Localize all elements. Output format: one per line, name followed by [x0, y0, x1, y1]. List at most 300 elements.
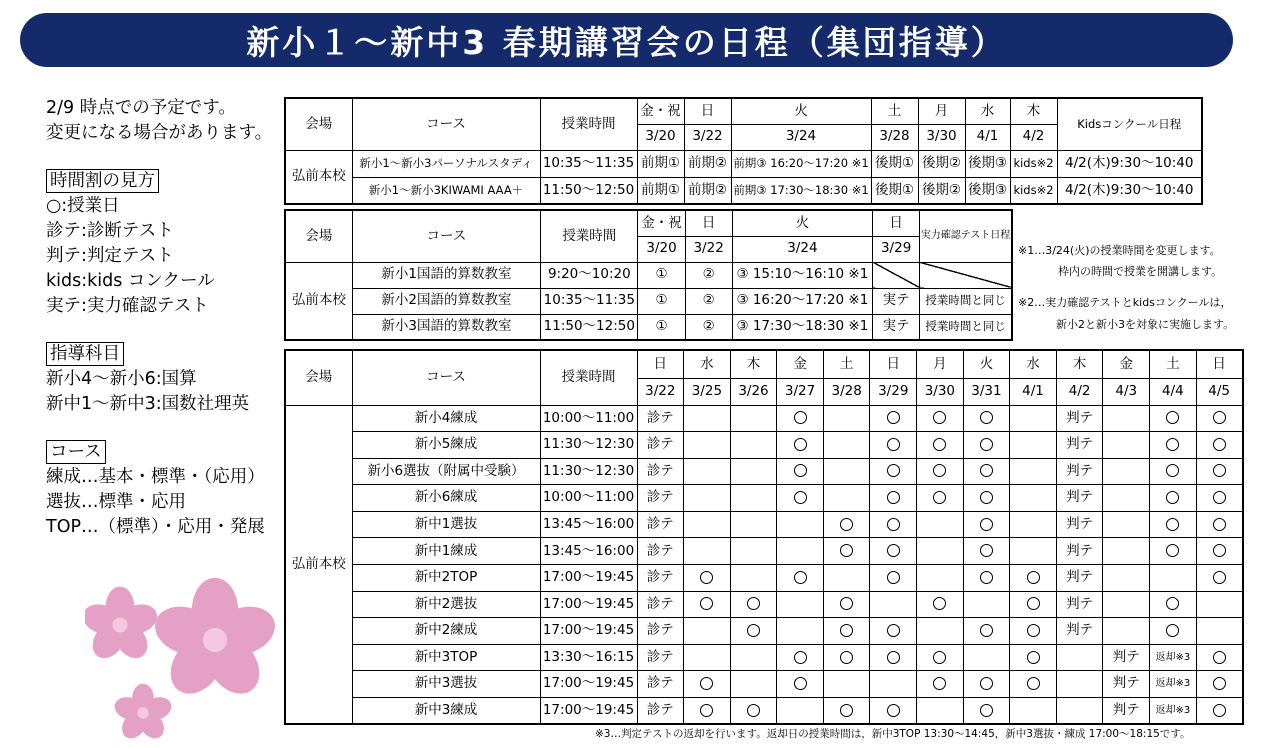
- intro-line: 変更になる場合があります。: [46, 123, 273, 143]
- class-day-circle-icon: [700, 571, 713, 584]
- course-cell: 新中1練成: [352, 538, 540, 565]
- time-header: 授業時間: [541, 210, 638, 262]
- class-day-circle-icon: [700, 677, 713, 690]
- class-day-circle-icon: [1213, 464, 1226, 477]
- courses-item: 選抜…標準・応用: [46, 492, 186, 512]
- class-day-cell: [870, 538, 917, 565]
- schedule-cell: [684, 538, 731, 565]
- time-header: 授業時間: [540, 98, 637, 150]
- schedule-cell: 判テ: [1056, 538, 1103, 565]
- schedule-cell: [684, 432, 731, 459]
- class-day-cell: [1010, 565, 1057, 592]
- table-row: [285, 405, 1243, 432]
- schedule-cell: 判テ: [1103, 671, 1150, 698]
- class-day-cell: [870, 511, 917, 538]
- class-day-cell: [823, 644, 870, 671]
- venue-cell: 弘前本校: [285, 150, 352, 204]
- class-day-circle-icon: [933, 464, 946, 477]
- date-header: 3/20: [638, 236, 685, 262]
- schedule-cell: [730, 671, 777, 698]
- schedule-cell: [823, 432, 870, 459]
- date-header: 3/24: [732, 236, 872, 262]
- schedule-cell: [730, 644, 777, 671]
- class-day-circle-icon: [1213, 544, 1226, 557]
- day-header: 火: [732, 210, 872, 236]
- schedule-cell: 診テ: [637, 698, 684, 725]
- day-header: 日: [873, 210, 920, 236]
- class-day-circle-icon: [840, 651, 853, 664]
- class-day-circle-icon: [794, 464, 807, 477]
- schedule-cell: 判テ: [1056, 458, 1103, 485]
- class-day-cell: [870, 485, 917, 512]
- class-day-cell: [917, 405, 964, 432]
- class-day-cell: [684, 671, 731, 698]
- day-header: 金・祝: [638, 210, 685, 236]
- legend-item: 実テ:実力確認テスト: [46, 296, 209, 316]
- course-cell: 新小2国語的算数教室: [352, 288, 541, 314]
- class-day-cell: [1196, 485, 1243, 512]
- table-row: [285, 618, 1243, 645]
- schedule-cell: [1103, 538, 1150, 565]
- day-header: 金・祝: [637, 98, 684, 124]
- day-header: 水: [965, 98, 1010, 124]
- day-header: 日: [684, 98, 731, 124]
- class-day-cell: [684, 698, 731, 725]
- course-cell: 新中3選抜: [352, 671, 540, 698]
- legend-item: 診テ:診断テスト: [46, 221, 174, 241]
- class-day-circle-icon: [1027, 651, 1040, 664]
- schedule-cell: [870, 671, 917, 698]
- class-day-circle-icon: [980, 518, 993, 531]
- schedule-cell: [1010, 538, 1057, 565]
- session-cell: 実テ: [873, 314, 920, 340]
- class-day-circle-icon: [794, 438, 807, 451]
- time-header: 授業時間: [540, 350, 637, 405]
- class-day-cell: [730, 618, 777, 645]
- class-day-circle-icon: [747, 597, 760, 610]
- course-cell: 新小1～新小3KIWAMI AAA＋: [352, 177, 540, 204]
- date-header: 4/4: [1150, 378, 1197, 405]
- class-day-cell: [777, 485, 824, 512]
- class-day-cell: [870, 618, 917, 645]
- schedule-cell: [1103, 405, 1150, 432]
- intro-line: 2/9 時点での予定です。: [46, 98, 236, 118]
- class-day-circle-icon: [980, 464, 993, 477]
- kids-date-cell: 4/2(木)9:30～10:40: [1057, 150, 1202, 177]
- class-day-circle-icon: [933, 411, 946, 424]
- date-header: 3/25: [684, 378, 731, 405]
- venue-cell: 弘前本校: [285, 405, 352, 724]
- class-day-circle-icon: [1166, 491, 1179, 504]
- date-header: 3/29: [870, 378, 917, 405]
- venue-header: 会場: [285, 210, 352, 262]
- class-day-cell: [1196, 671, 1243, 698]
- schedule-cell: [1010, 511, 1057, 538]
- class-day-cell: [917, 591, 964, 618]
- schedule-cell: [1103, 618, 1150, 645]
- schedule-cell: [684, 458, 731, 485]
- date-header: 4/5: [1196, 378, 1243, 405]
- session-cell: ③ 15:10～16:10 ※1: [732, 262, 872, 288]
- class-day-cell: [823, 538, 870, 565]
- time-cell: 13:30～16:15: [540, 644, 637, 671]
- class-day-circle-icon: [887, 438, 900, 451]
- kids-date-cell: 4/2(木)9:30～10:40: [1057, 177, 1202, 204]
- class-day-cell: [1010, 618, 1057, 645]
- class-day-cell: [777, 644, 824, 671]
- schedule-cell: [684, 618, 731, 645]
- table-row: [285, 565, 1243, 592]
- time-cell: 10:35～11:35: [540, 150, 637, 177]
- class-day-cell: [1150, 591, 1197, 618]
- class-day-circle-icon: [887, 491, 900, 504]
- schedule-cell: [684, 485, 731, 512]
- session-cell: 後期③: [965, 150, 1010, 177]
- time-cell: 10:00～11:00: [540, 405, 637, 432]
- day-header: 木: [1010, 98, 1057, 124]
- class-day-circle-icon: [840, 624, 853, 637]
- schedule-cell: [1010, 405, 1057, 432]
- date-header: 3/31: [963, 378, 1010, 405]
- class-day-cell: [1196, 405, 1243, 432]
- class-day-circle-icon: [794, 677, 807, 690]
- class-day-circle-icon: [980, 544, 993, 557]
- table-row: [285, 511, 1243, 538]
- schedule-cell: 判テ: [1103, 698, 1150, 725]
- schedule-cell: [777, 698, 824, 725]
- blank-cell: [920, 262, 1012, 288]
- course-cell: 新小6練成: [352, 485, 540, 512]
- note-2: ※2…実力確認テストとkidsコンクールは，: [1018, 296, 1232, 309]
- schedule-cell: [730, 458, 777, 485]
- date-header: 3/22: [637, 378, 684, 405]
- time-cell: 17:00～19:45: [540, 618, 637, 645]
- day-header: 日: [637, 350, 684, 378]
- sakura-small-icon: [85, 587, 161, 665]
- page-title: 新小１～新中3 春期講習会の日程（集団指導）: [246, 22, 1007, 62]
- schedule-cell: 判テ: [1056, 485, 1103, 512]
- class-day-cell: [963, 485, 1010, 512]
- session-cell: 後期①: [871, 177, 918, 204]
- courses-heading: コース: [46, 440, 106, 464]
- schedule-cell: 判テ: [1056, 405, 1103, 432]
- class-day-cell: [823, 618, 870, 645]
- schedule-cell: [730, 485, 777, 512]
- time-cell: 9:20～10:20: [541, 262, 638, 288]
- class-day-circle-icon: [700, 704, 713, 717]
- session-cell: ②: [685, 314, 732, 340]
- date-header: 4/1: [1010, 378, 1057, 405]
- class-day-circle-icon: [980, 677, 993, 690]
- class-day-circle-icon: [1213, 571, 1226, 584]
- table-row: [285, 671, 1243, 698]
- class-day-circle-icon: [1213, 518, 1226, 531]
- class-day-circle-icon: [887, 624, 900, 637]
- schedule-cell: 判テ: [1056, 565, 1103, 592]
- schedule-cell: [1010, 458, 1057, 485]
- course-header: コース: [352, 350, 540, 405]
- schedule-cell: [730, 565, 777, 592]
- class-day-cell: [1196, 432, 1243, 459]
- class-day-cell: [1196, 511, 1243, 538]
- day-header: 水: [684, 350, 731, 378]
- note-2-cont: 新小2と新小3を対象に実施します。: [1056, 318, 1235, 331]
- date-header: 3/27: [777, 378, 824, 405]
- schedule-cell: 返却※3: [1150, 671, 1197, 698]
- class-day-cell: [870, 698, 917, 725]
- venue-header: 会場: [285, 350, 352, 405]
- day-header: 日: [685, 210, 732, 236]
- day-header: 日: [870, 350, 917, 378]
- class-day-cell: [917, 458, 964, 485]
- class-day-circle-icon: [933, 651, 946, 664]
- class-day-cell: [1010, 591, 1057, 618]
- session-cell: 授業時間と同じ: [920, 314, 1012, 340]
- class-day-cell: [917, 432, 964, 459]
- schedule-cell: [870, 591, 917, 618]
- class-day-cell: [917, 485, 964, 512]
- subjects-heading: 指導科目: [46, 342, 124, 366]
- schedule-cell: [1056, 644, 1103, 671]
- class-day-cell: [1010, 644, 1057, 671]
- note-1: ※1…3/24(火)の授業時間を変更します。: [1018, 244, 1221, 257]
- class-day-circle-icon: [840, 544, 853, 557]
- schedule-cell: [730, 432, 777, 459]
- session-cell: ①: [638, 262, 685, 288]
- schedule-table-math-class: [284, 209, 1013, 341]
- session-cell: 前期①: [637, 177, 684, 204]
- schedule-cell: [1010, 485, 1057, 512]
- day-header: 土: [1150, 350, 1197, 378]
- class-day-circle-icon: [980, 624, 993, 637]
- class-day-circle-icon: [980, 571, 993, 584]
- class-day-circle-icon: [1213, 438, 1226, 451]
- class-day-circle-icon: [933, 677, 946, 690]
- date-header: 3/28: [871, 124, 918, 150]
- day-header: 日: [1196, 350, 1243, 378]
- time-cell: 13:45～16:00: [540, 538, 637, 565]
- class-day-circle-icon: [794, 411, 807, 424]
- class-day-cell: [1150, 511, 1197, 538]
- class-day-circle-icon: [887, 704, 900, 717]
- schedule-cell: [684, 405, 731, 432]
- class-day-cell: [1150, 405, 1197, 432]
- date-header: 3/29: [873, 236, 920, 262]
- course-cell: 新中2練成: [352, 618, 540, 645]
- class-day-cell: [1196, 538, 1243, 565]
- class-day-cell: [1196, 565, 1243, 592]
- schedule-cell: [730, 511, 777, 538]
- session-cell: ①: [638, 288, 685, 314]
- schedule-cell: 判テ: [1056, 432, 1103, 459]
- class-day-cell: [917, 644, 964, 671]
- course-cell: 新小3国語的算数教室: [352, 314, 541, 340]
- legend-item: ○:授業日: [46, 196, 120, 216]
- class-day-cell: [823, 698, 870, 725]
- date-header: 3/22: [685, 236, 732, 262]
- class-day-cell: [730, 698, 777, 725]
- class-day-circle-icon: [1213, 491, 1226, 504]
- day-header: 木: [730, 350, 777, 378]
- course-cell: 新小6選抜（附属中受験）: [352, 458, 540, 485]
- schedule-cell: [963, 591, 1010, 618]
- venue-cell: 弘前本校: [285, 262, 352, 340]
- class-day-cell: [963, 671, 1010, 698]
- schedule-cell: [917, 698, 964, 725]
- class-day-cell: [963, 432, 1010, 459]
- day-header: 火: [963, 350, 1010, 378]
- session-cell: 前期②: [684, 150, 731, 177]
- schedule-cell: [777, 618, 824, 645]
- day-header: 月: [918, 98, 965, 124]
- class-day-circle-icon: [1027, 624, 1040, 637]
- schedule-cell: 判テ: [1056, 511, 1103, 538]
- class-day-cell: [777, 458, 824, 485]
- schedule-cell: 診テ: [637, 405, 684, 432]
- schedule-cell: [684, 511, 731, 538]
- time-cell: 10:35～11:35: [541, 288, 638, 314]
- session-cell: ②: [685, 262, 732, 288]
- schedule-cell: [1103, 458, 1150, 485]
- schedule-cell: [1056, 671, 1103, 698]
- footnote: ※3…判定テストの返却を行います。返却日の授業時間は，新中3TOP 13:30～14:45，新中3選抜・練成 17:00～18:15です。: [595, 728, 1191, 740]
- class-day-circle-icon: [1166, 438, 1179, 451]
- schedule-cell: [1196, 618, 1243, 645]
- schedule-cell: [1056, 698, 1103, 725]
- course-header: コース: [352, 98, 540, 150]
- courses-item: 練成…基本・標準・（応用）: [46, 467, 265, 487]
- schedule-cell: [823, 458, 870, 485]
- course-cell: 新中3TOP: [352, 644, 540, 671]
- class-day-cell: [1150, 538, 1197, 565]
- class-day-circle-icon: [980, 704, 993, 717]
- class-day-circle-icon: [1166, 411, 1179, 424]
- class-day-circle-icon: [887, 411, 900, 424]
- courses-item: TOP…（標準）・応用・発展: [46, 517, 265, 537]
- time-cell: 17:00～19:45: [540, 591, 637, 618]
- class-day-circle-icon: [980, 411, 993, 424]
- schedule-cell: 診テ: [637, 591, 684, 618]
- class-day-cell: [1196, 644, 1243, 671]
- class-day-cell: [1150, 458, 1197, 485]
- class-day-circle-icon: [1213, 411, 1226, 424]
- class-day-circle-icon: [980, 438, 993, 451]
- blank-cell: [873, 262, 920, 288]
- class-day-cell: [777, 565, 824, 592]
- class-day-cell: [777, 432, 824, 459]
- course-cell: 新中2選抜: [352, 591, 540, 618]
- date-header: 3/30: [918, 124, 965, 150]
- schedule-cell: [777, 538, 824, 565]
- day-header: 火: [731, 98, 871, 124]
- subjects-item: 新小4～新小6:国算: [46, 369, 197, 389]
- schedule-cell: [777, 591, 824, 618]
- subjects-item: 新中1～新中3:国数社理英: [46, 394, 250, 414]
- legend-item: 判テ:判定テスト: [46, 246, 174, 266]
- date-header: 3/30: [917, 378, 964, 405]
- date-header: 3/22: [684, 124, 731, 150]
- schedule-cell: 診テ: [637, 618, 684, 645]
- date-header: 3/28: [823, 378, 870, 405]
- class-day-circle-icon: [887, 544, 900, 557]
- schedule-cell: [917, 538, 964, 565]
- kids-header: Kidsコンクール日程: [1057, 98, 1202, 150]
- class-day-cell: [684, 591, 731, 618]
- schedule-cell: 診テ: [637, 432, 684, 459]
- sakura-large-icon: [149, 578, 281, 704]
- schedule-cell: [1010, 432, 1057, 459]
- course-cell: 新小1国語的算数教室: [352, 262, 541, 288]
- class-day-circle-icon: [700, 597, 713, 610]
- class-day-cell: [870, 565, 917, 592]
- class-day-circle-icon: [794, 571, 807, 584]
- schedule-cell: [684, 644, 731, 671]
- time-cell: 17:00～19:45: [540, 671, 637, 698]
- class-day-cell: [777, 671, 824, 698]
- schedule-cell: [917, 565, 964, 592]
- schedule-cell: 診テ: [637, 485, 684, 512]
- course-cell: 新小4練成: [352, 405, 540, 432]
- class-day-circle-icon: [747, 624, 760, 637]
- class-day-cell: [1196, 458, 1243, 485]
- table-row: [285, 458, 1243, 485]
- title-banner: [20, 13, 1233, 67]
- class-day-cell: [963, 538, 1010, 565]
- class-day-cell: [963, 405, 1010, 432]
- schedule-cell: [730, 405, 777, 432]
- session-cell: ③ 17:30～18:30 ※1: [732, 314, 872, 340]
- class-day-circle-icon: [887, 571, 900, 584]
- time-cell: 17:00～19:45: [540, 698, 637, 725]
- class-day-circle-icon: [794, 491, 807, 504]
- class-day-circle-icon: [1166, 544, 1179, 557]
- day-header: 金: [777, 350, 824, 378]
- time-cell: 11:50～12:50: [541, 314, 638, 340]
- note-1-cont: 枠内の時間で授業を開講します。: [1058, 265, 1223, 278]
- day-header: 月: [917, 350, 964, 378]
- schedule-cell: [823, 671, 870, 698]
- course-header: コース: [352, 210, 541, 262]
- session-cell: 後期②: [918, 177, 965, 204]
- schedule-cell: [1150, 565, 1197, 592]
- class-day-cell: [963, 458, 1010, 485]
- session-cell: ①: [638, 314, 685, 340]
- class-day-circle-icon: [933, 491, 946, 504]
- session-cell: kids※2: [1010, 150, 1057, 177]
- class-day-cell: [917, 671, 964, 698]
- schedule-cell: 診テ: [637, 565, 684, 592]
- class-day-circle-icon: [1027, 597, 1040, 610]
- class-day-circle-icon: [933, 438, 946, 451]
- session-cell: 授業時間と同じ: [920, 288, 1012, 314]
- class-day-cell: [963, 698, 1010, 725]
- session-cell: 後期②: [918, 150, 965, 177]
- day-header: 水: [1010, 350, 1057, 378]
- class-day-circle-icon: [887, 518, 900, 531]
- schedule-cell: 判テ: [1103, 644, 1150, 671]
- day-header: 土: [871, 98, 918, 124]
- class-day-cell: [777, 405, 824, 432]
- class-day-cell: [823, 511, 870, 538]
- session-cell: ②: [685, 288, 732, 314]
- legend-item: kids:kids コンクール: [46, 271, 215, 291]
- class-day-circle-icon: [933, 597, 946, 610]
- course-cell: 新中1選抜: [352, 511, 540, 538]
- session-cell: 前期①: [637, 150, 684, 177]
- class-day-circle-icon: [840, 597, 853, 610]
- table-row: [285, 644, 1243, 671]
- schedule-cell: 診テ: [637, 644, 684, 671]
